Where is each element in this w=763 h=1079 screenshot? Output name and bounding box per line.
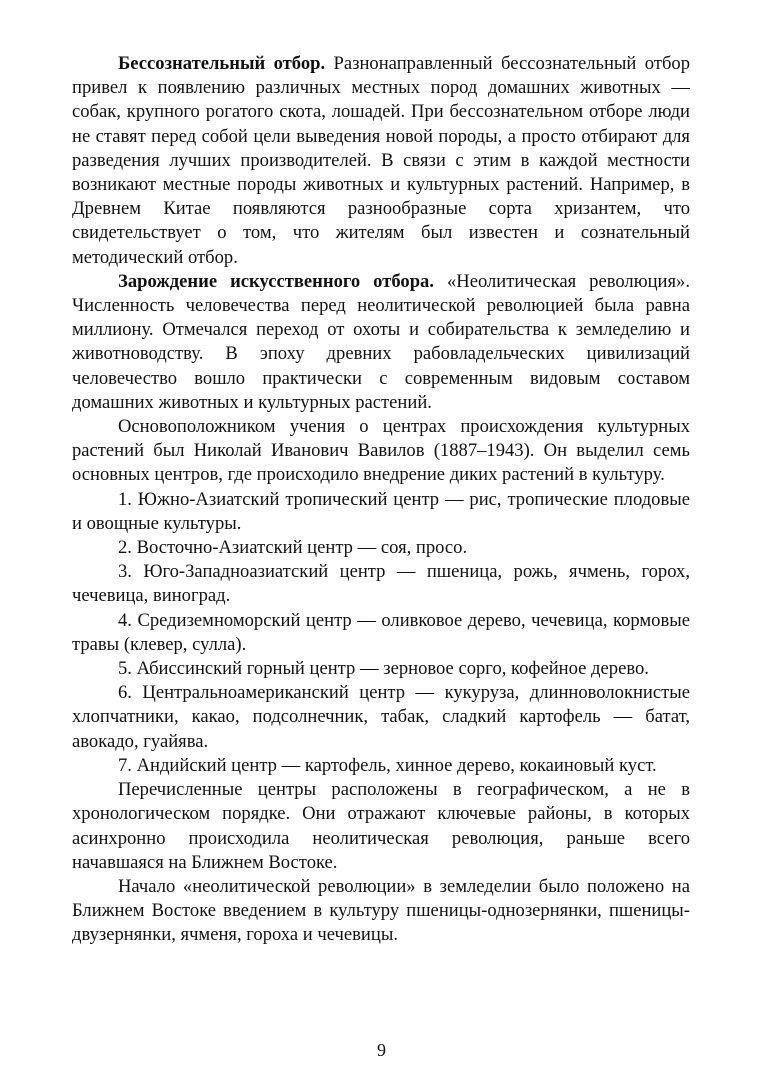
- paragraph-centers-order: Перечисленные центры расположены в географическом, а не в хронологическом порядке. Они отражают ключевые районы, в которых асинхронно происходила неолитическая революция, раньше всего начавшаяся на Ближнем Востоке.: [72, 779, 690, 873]
- center-list-item: 5. Абиссинский горный центр — зерновое сорго, кофейное дерево.: [118, 658, 649, 680]
- page-number: 9: [377, 1040, 386, 1060]
- paragraph-heading: Зарождение искусственного отбора.: [118, 270, 434, 292]
- center-list-item: 1. Южно-Азиатский тропический центр — рис, тропические плодовые и овощные культуры.: [72, 488, 690, 534]
- center-list-item: 6. Центральноамериканский центр — кукуруза, длинноволокнистые хлопчатники, какао, подсолнечник, табак, сладкий картофель — батат, авокадо, гуайява.: [72, 682, 690, 752]
- document-page: [72, 52, 690, 948]
- center-list-item: 4. Средиземноморский центр — оливковое дерево, чечевица, кормовые травы (клевер, сулла).: [72, 609, 690, 655]
- paragraph-neolithic-start: Начало «неолитической революции» в земледелии было положено на Ближнем Востоке введением в культуру пшеницы-однозернянки, пшеницы-двузернянки, ячменя, гороха и чечевицы.: [72, 875, 690, 946]
- paragraph-artificial-selection: [72, 270, 690, 415]
- center-list-item: 2. Восточно-Азиатский центр — соя, просо.: [118, 537, 468, 559]
- paragraph-unconscious-selection: [72, 52, 690, 270]
- paragraph-heading: Бессознательный отбор.: [118, 53, 326, 74]
- paragraph-text: Разнонаправленный бессознательный отбор привел к появлению различных местных пород домашних животных — собак, крупного рогатого скота, лошадей. При бессознательном отборе люди не ставят перед собой цели выведения новой породы, а просто отбирают для разведения лучших производителей. В связи с этим в каждой местности возникают местные породы животных и культурных растений. Например, в Древнем Китае появляются разнообразные сорта хризантем, что свидетельствует о том, что жителям был известен и сознательный методический отбор.: [72, 53, 691, 268]
- center-list-item: 3. Юго-Западноазиатский центр — пшеница, рожь, ячмень, горох, чечевица, виноград.: [72, 561, 690, 607]
- center-list-item: 7. Андийский центр — картофель, хинное дерево, кокаиновый куст.: [118, 754, 657, 776]
- paragraph-text: «Неолитическая революция». Численность человечества перед неолитической революцией была равна миллиону. Отмечался переход от охоты и собирательства к земледелию и животноводству. В эпоху древних рабовладельческих цивилизаций человечество вошло практически с современным видовым составом домашних животных и культурных растений.: [72, 270, 690, 413]
- paragraph-vavilov: Основоположником учения о центрах происхождения культурных растений был Николай Иванович Вавилов (1887–1943). Он выделил семь основных центров, где происходило внедрение диких растений в культуру.: [72, 416, 690, 486]
